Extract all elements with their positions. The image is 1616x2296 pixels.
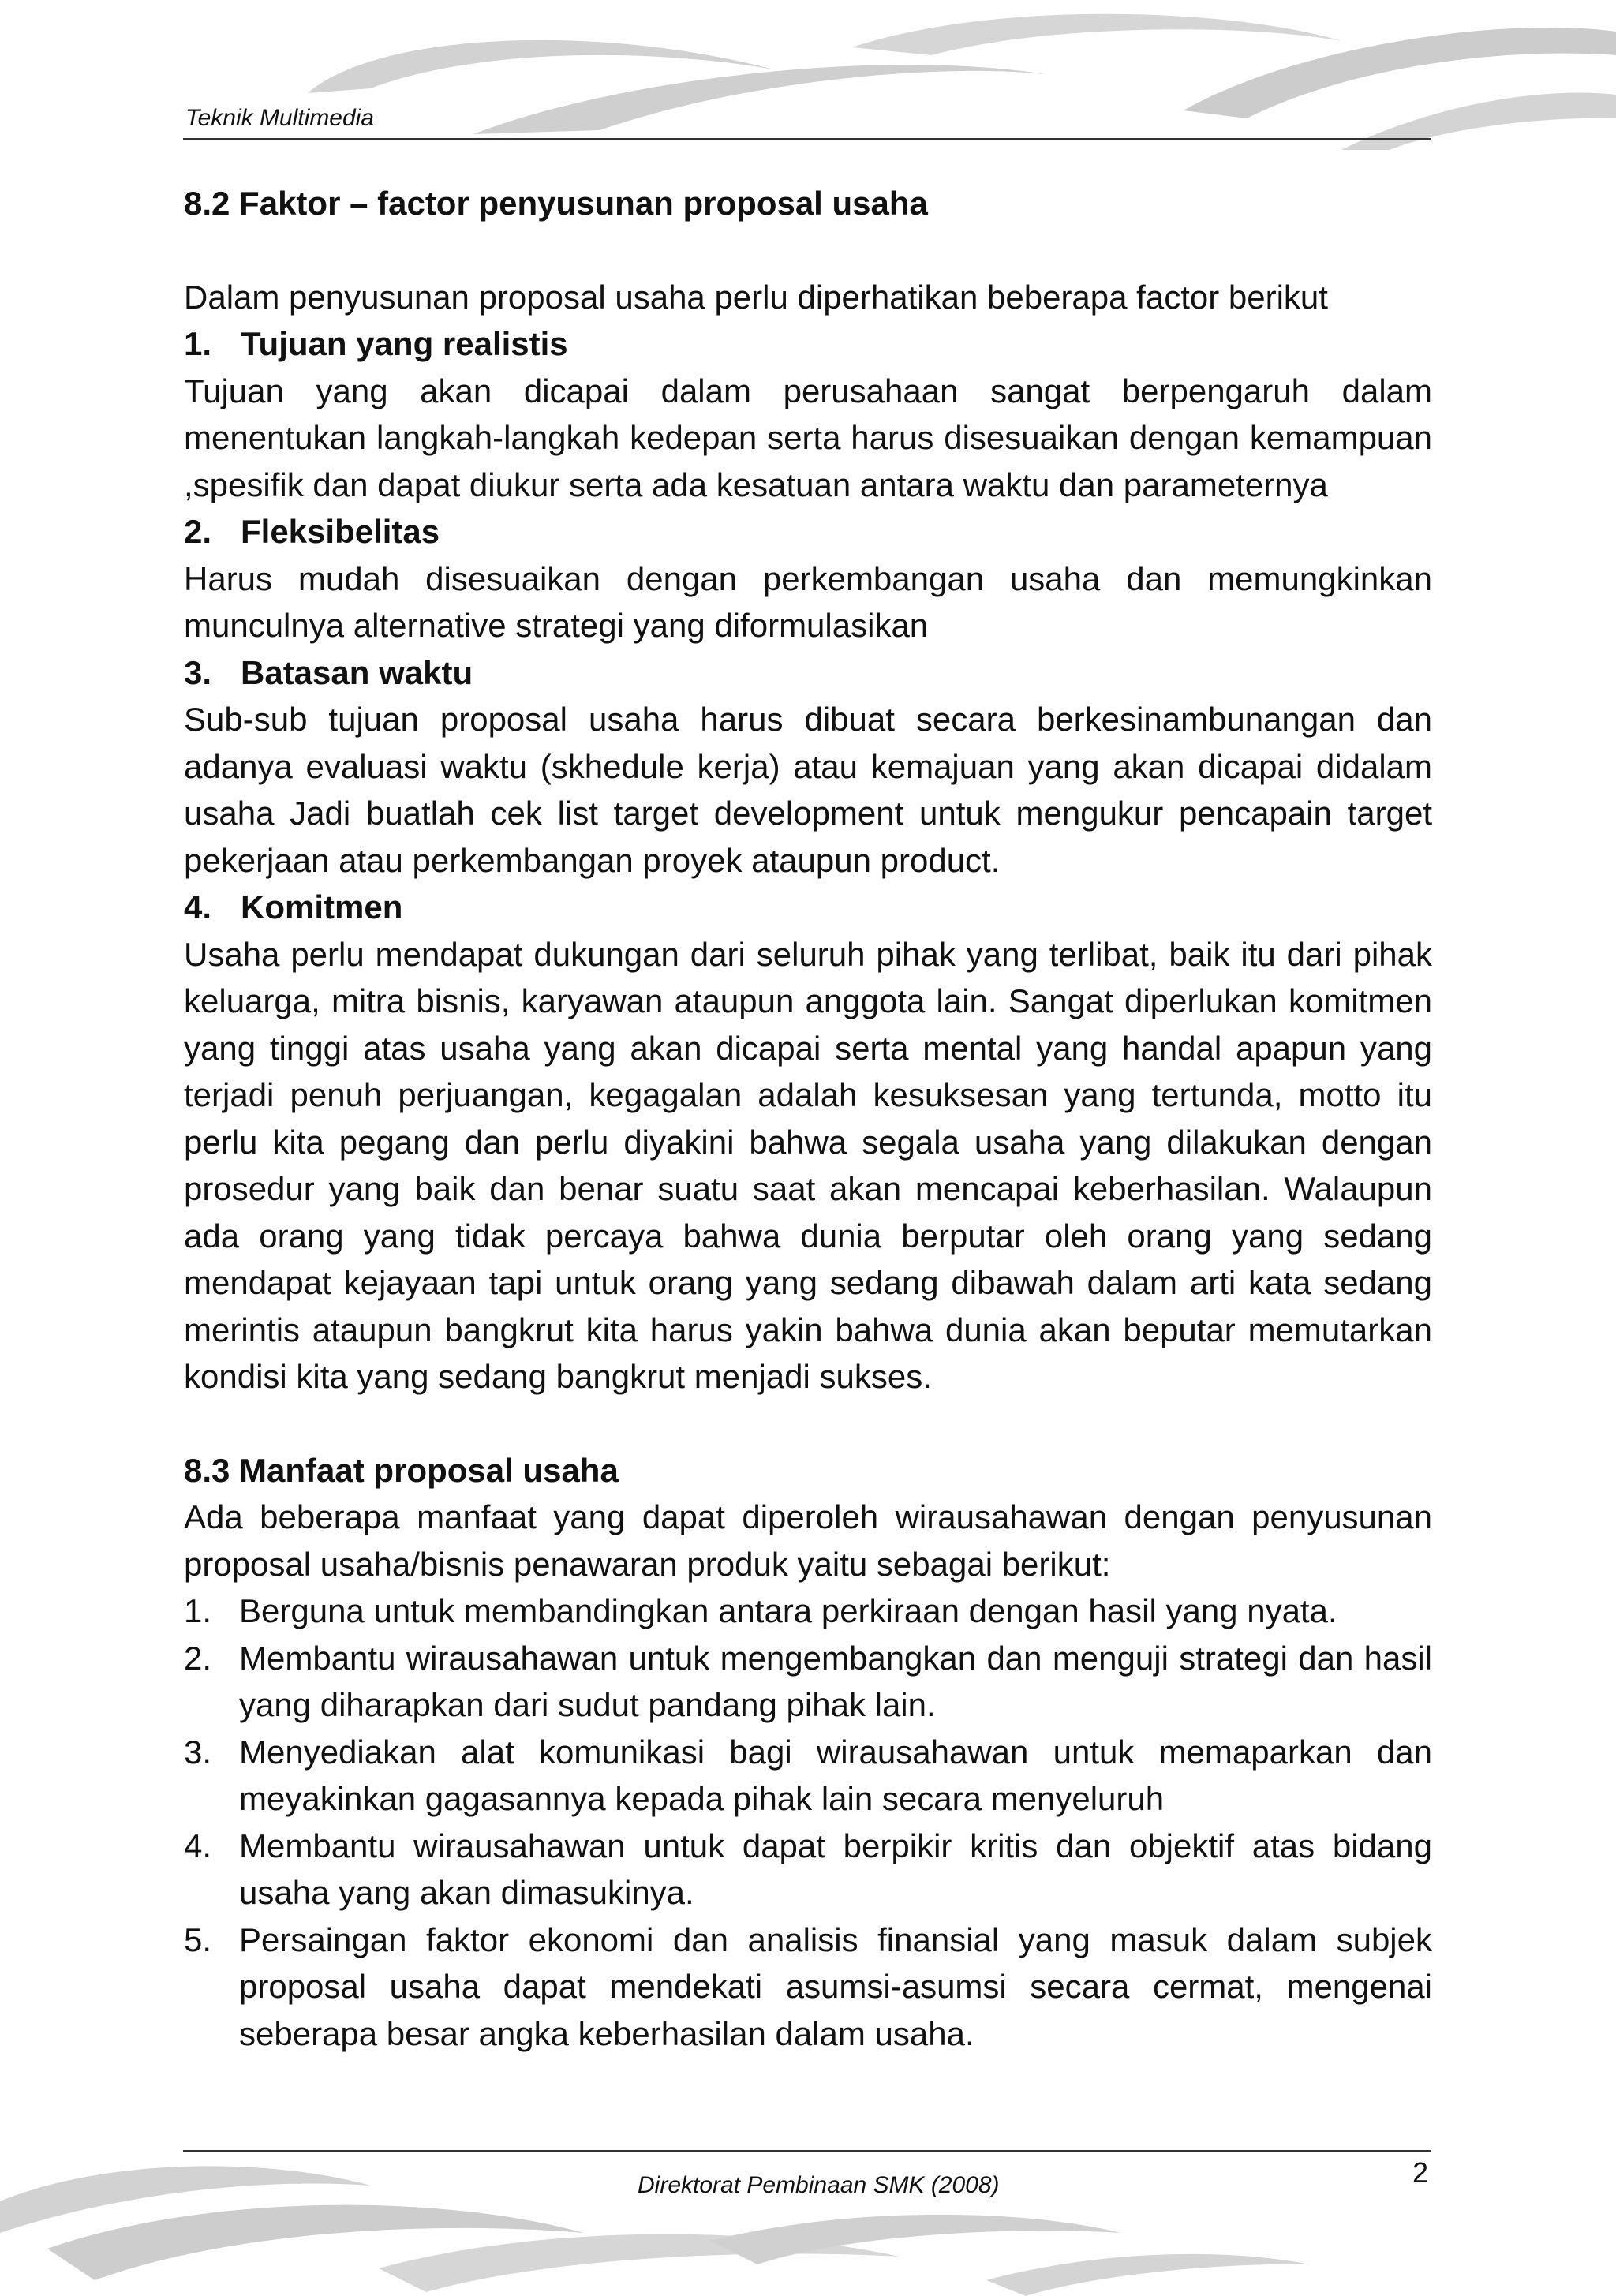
spacer — [184, 227, 1432, 274]
factor-title: Tujuan yang realistis — [241, 325, 568, 362]
factor-heading-3 — [184, 649, 1432, 697]
page-number: 2 — [1412, 2156, 1429, 2189]
factor-number: 2. — [184, 513, 212, 550]
section-82-title: 8.2 Faktor – factor penyusunan proposal usaha — [184, 185, 928, 222]
factor-title: Komitmen — [241, 888, 403, 926]
list-number: 3. — [184, 1733, 212, 1771]
list-item — [184, 1823, 1432, 1916]
section-83-intro: Ada beberapa manfaat yang dapat diperoleh wirausahawan dengan penyusunan proposal usaha/bisnis penawaran produk yaitu sebagai berikut: — [184, 1498, 1432, 1583]
header-divider — [183, 138, 1431, 140]
factor-title: Batasan waktu — [241, 653, 473, 691]
list-number: 4. — [184, 1827, 212, 1864]
factor-body-2: Harus mudah disesuaikan dengan perkembangan usaha dan memungkinkan munculnya alternative strategi yang diformulasikan — [184, 559, 1432, 644]
list-text: Menyediakan alat komunikasi bagi wirausahawan untuk memaparkan dan meyakinkan gagasannya kepada pihak lain secara menyeluruh — [239, 1733, 1432, 1817]
footer-swoosh-decoration — [0, 2130, 1616, 2296]
factor-body-4: Usaha perlu mendapat dukungan dari seluruh pihak yang terlibat, baik itu dari pihak keluarga, mitra bisnis, karyawan ataupun anggota lain. Sangat diperlukan komitmen yang tinggi atas usaha yang akan dicapai serta mental yang handal apapun yang terjadi penuh perjuangan, kegagalan adalah kesuksesan yang tertunda, motto itu perlu kita pegang dan perlu diyakini bahwa segala usaha yang dilakukan dengan prosedur yang baik dan benar suatu saat akan mencapai keberhasilan. Walaupun ada orang yang tidak percaya bahwa dunia berputar oleh orang yang sedang mendapat kejayaan tapi untuk orang yang sedang dibawah dalam arti kata sedang merintis ataupun bangkrut kita harus yakin bahwa dunia akan beputar memutarkan kondisi kita yang sedang bangkrut menjadi sukses. — [184, 935, 1432, 1395]
factor-heading-2 — [184, 508, 1432, 555]
factor-body-3: Sub-sub tujuan proposal usaha harus dibuat secara berkesinambunangan dan adanya evaluasi waktu (skhedule kerja) atau kemajuan yang akan dicapai didalam usaha Jadi buatlah cek list target development untuk mengukur pencapain target pekerjaan atau perkembangan proyek ataupun product. — [184, 701, 1432, 879]
factor-number: 4. — [184, 888, 212, 926]
list-item — [184, 1729, 1432, 1823]
list-number: 1. — [184, 1592, 212, 1629]
list-number: 5. — [184, 1920, 212, 1958]
list-text: Persaingan faktor ekonomi dan analisis finansial yang masuk dalam subjek proposal usaha dapat mendekati asumsi-asumsi secara cermat, mengenai seberapa besar angka keberhasilan dalam usaha. — [239, 1920, 1432, 2052]
header-title: Teknik Multimedia — [185, 105, 374, 131]
list-item — [184, 1587, 1432, 1635]
benefits-list — [184, 1587, 1432, 2057]
list-number: 2. — [184, 1639, 212, 1677]
list-text: Membantu wirausahawan untuk mengembangkan dan menguji strategi dan hasil yang diharapkan dari sudut pandang pihak lain. — [239, 1639, 1432, 1723]
factor-number: 3. — [184, 653, 212, 691]
list-item — [184, 1635, 1432, 1729]
list-item — [184, 1916, 1432, 2058]
list-text: Membantu wirausahawan untuk dapat berpikir kritis dan objektif atas bidang usaha yang akan dimasukinya. — [239, 1827, 1432, 1911]
document-body — [184, 180, 1432, 2057]
spacer — [184, 1400, 1432, 1447]
factor-title: Fleksibelitas — [241, 513, 440, 550]
section-83-title: 8.3 Manfaat proposal usaha — [184, 1451, 619, 1489]
factor-heading-4 — [184, 884, 1432, 931]
factor-heading-1 — [184, 320, 1432, 368]
factor-body-1: Tujuan yang akan dicapai dalam perusahaan sangat berpengaruh dalam menentukan langkah-langkah kedepan serta harus disesuaikan dengan kemampuan ,spesifik dan dapat diukur serta ada kesatuan antara waktu dan parameternya — [184, 372, 1432, 503]
factor-number: 1. — [184, 325, 212, 362]
footer-text: Direktorat Pembinaan SMK (2008) — [638, 2172, 1000, 2198]
section-82-intro: Dalam penyusunan proposal usaha perlu diperhatikan beberapa factor berikut — [184, 278, 1328, 316]
list-text: Berguna untuk membandingkan antara perkiraan dengan hasil yang nyata. — [239, 1592, 1337, 1629]
